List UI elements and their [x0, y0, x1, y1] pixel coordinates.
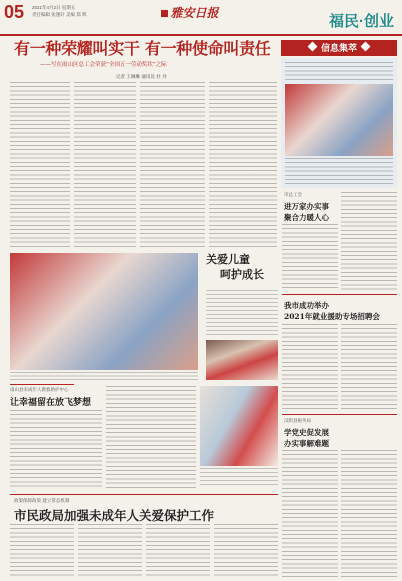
masthead-logo: 雅安日报	[155, 4, 225, 22]
lead-byline: 记者 王琳琳 通讯员 杜 丹	[116, 75, 167, 80]
date-line: 2021年4月2日 星期五	[32, 5, 76, 10]
bottom-story-headline: 市民政局加强未成年人关爱保护工作	[14, 508, 215, 523]
side-photo	[206, 340, 278, 380]
side-story-3-kicker: 汉阴县税务局	[284, 419, 311, 424]
middle-story-kicker: 雨山县未成年人教救助护中心	[10, 388, 69, 393]
middle-photo-caption	[200, 468, 278, 488]
lead-text-col-1	[10, 82, 70, 250]
lead-photo	[10, 253, 198, 370]
lead-text-col-2	[74, 82, 136, 250]
divider	[282, 414, 397, 415]
bottom-text-col-1	[10, 524, 74, 578]
lead-text-col-3	[140, 82, 205, 250]
pull-quote	[206, 252, 276, 282]
pull-quote-line-2: 呵护成长	[220, 268, 264, 281]
side-story-3-text-2	[341, 450, 397, 578]
side-story-1-text-2	[341, 192, 397, 290]
divider	[10, 384, 74, 385]
pull-quote-line-1: 关爱儿童	[206, 253, 250, 266]
middle-photo	[200, 386, 278, 466]
side-story-1-title-line-2: 聚合力暖人心	[284, 213, 329, 222]
lead-photo-caption	[10, 372, 198, 382]
page-number: 05	[4, 2, 25, 22]
divider	[10, 494, 278, 495]
side-story-2-title-line-2: 2021年就业援助专场招聘会	[284, 312, 380, 321]
divider	[282, 294, 397, 295]
info-box-photo	[285, 84, 393, 156]
bottom-text-col-2	[78, 524, 142, 578]
bottom-text-col-4	[214, 524, 278, 578]
emblem-icon	[161, 10, 168, 17]
side-story-2-text-2	[341, 324, 397, 410]
side-story-1-text-1	[282, 224, 338, 290]
middle-story-headline: 让幸福留在放飞梦想	[10, 398, 92, 408]
info-box-heading: 信息集萃	[281, 40, 397, 56]
side-story-3-title-line-1: 学党史促发展	[284, 428, 329, 437]
info-box-photo-area	[281, 58, 397, 188]
side-story-3-title-line-2: 办实事解难题	[284, 439, 329, 448]
lead-text-col-4	[209, 82, 277, 250]
side-story-1-title-line-1: 进万家办实事	[284, 202, 329, 211]
section-title: 福民·创业	[329, 13, 394, 30]
middle-story-text-1	[10, 410, 102, 490]
middle-story-text-2	[106, 386, 196, 490]
bottom-story-kicker: 政策保障政策 建立常态机制	[14, 499, 70, 504]
bottom-text-col-3	[146, 524, 210, 578]
editor-line: 责任编辑 张逢轩 美编 郑 辉	[32, 12, 87, 17]
side-story-2-title-line-1: 我市成功举办	[284, 301, 329, 310]
lead-headline: 有一种荣耀叫实干 有一种使命叫责任	[14, 39, 271, 58]
side-story-1-kicker: 市总工会	[284, 193, 302, 198]
side-story-3-text-1	[282, 450, 338, 578]
pull-quote-caption	[206, 290, 278, 338]
lead-subtitle: ——写在雨山区总工会荣获“全国五一劳动奖状”之际	[40, 62, 167, 68]
side-story-2-text-1	[282, 324, 338, 410]
